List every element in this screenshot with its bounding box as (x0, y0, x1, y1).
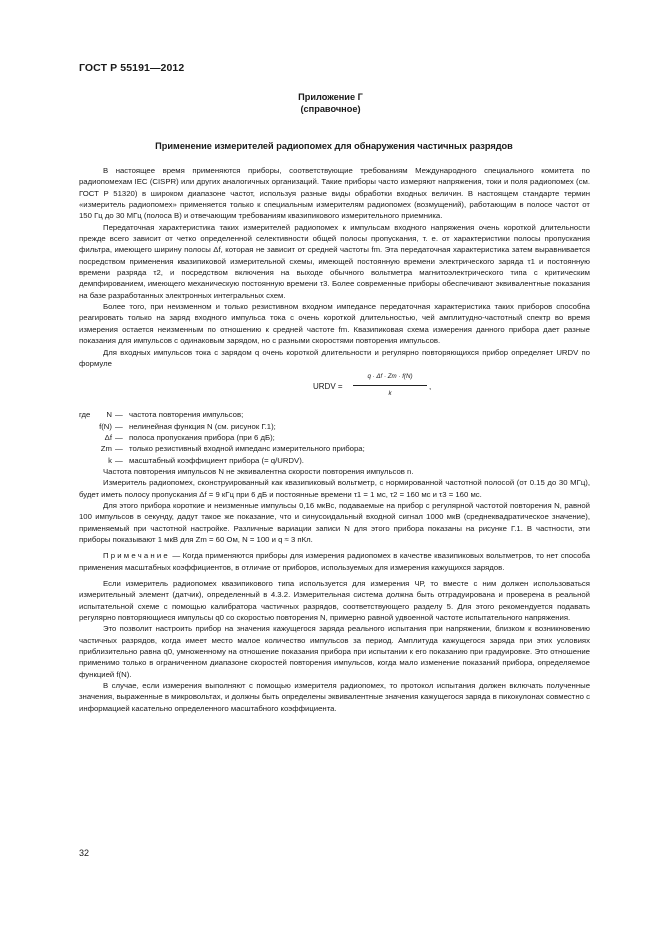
formula-lhs: URDV = (313, 382, 343, 392)
where-label: где (79, 410, 91, 420)
definition-text: масштабный коэффициент прибора (= q/URDV). (129, 455, 304, 465)
definition-dash: — (115, 455, 123, 465)
definition-symbol: Δf (104, 432, 112, 442)
page-number: 32 (79, 848, 90, 858)
definition-dash: — (115, 421, 123, 431)
definition-symbol: Zm (100, 444, 112, 454)
definitions-list (79, 409, 590, 466)
note (79, 550, 590, 573)
paragraph: Это позволит настроить прибор на значения кажущегося заряда реального испытания при напряжении, близком к возникновению частичных разрядов, когда имеет место малое количество импульсов за период. Амплитуда кажущегося заряда при этих условиях приблизительно равна q0, умноженному на отношение показания прибора при испытании к его показанию при градуировке. Это отношение применимо только в ограниченном диапазоне скоростей повторения импульсов, когда мало изменение показаний прибора, определяемое функцией f(N). (79, 624, 590, 679)
definition-dash: — (115, 410, 123, 420)
formula-numerator: q · Δf · Zm · f(N) (353, 371, 427, 385)
paragraph: Для этого прибора короткие и неизменные импульсы 0,16 мкВс, подаваемые на прибор с регулярной частотой повторения N, равной 100 импульсов в секунду, дадут такое же показание, что и синусоидальный входной сигнал 1000 мкВ (среднеквадратическое значение), применяемый при частотной настройке. Различные вариации записи N для этого прибора показаны на рисунке Г.1. В частности, эти приборы показывают 1 мкВ для Zm = 60 Ом, N = 100 и q ≈ 3 пКл. (79, 500, 590, 544)
formula-end: , (429, 382, 432, 392)
definition-text: нелинейная функция N (см. рисунок Г.1); (129, 421, 276, 431)
definition-item (79, 421, 590, 432)
definition-text: полоса пропускания прибора (при 6 дБ); (129, 432, 275, 442)
appendix-kind: (справочное) (300, 104, 361, 114)
paragraph: Передаточная характеристика таких измерителей радиопомех к импульсам входного напряжения очень короткой длительности прежде всего зависит от четко определенной селективности общей полосы пропускания, т. е. от характеристики полосы пропускания фильтра, имеющего ширину полосы Δf, которая не зависит от средней частоты fm. Эта передаточная характеристика затем выравнивается посредством применения квазипиковой измерительной схемы, имеющей постоянную времени электрического заряда τ1 и постоянную времени разряда τ2, и посредством включения на выходе обычного вольтметра магнитоэлектрического типа с критическим демпфированием, имеющего механическую постоянную времени τ3. Более современные приборы обеспечивают эквивалентные показания на базе разработанных электронных интегральных схем. (79, 222, 590, 300)
paragraph: Более того, при неизменном и только резистивном входном импедансе передаточная характеристика таких приборов способна реагировать только на заряд входного импульса тока с очень короткой длительностью, чей амплитудно-частотный спектр во время измерения остается неизменным по отношению к средней частоте fm. Квазипиковая схема измерения данного прибора дает разные показания для импульсов с одинаковым зарядом, но с разными скоростями повторения импульсов. (79, 302, 590, 346)
formula-fraction (353, 371, 427, 399)
appendix-title: Приложение Г (298, 92, 363, 102)
paragraph: В настоящее время применяются приборы, соответствующие требованиям Международного специального комитета по радиопомехам IEC (CISPR) или других аналогичных организаций. Такие приборы часто измеряют напряжения, токи и поля радиопомех (см. ГОСТ Р 51320) в широком диапазоне частот, используя разные виды обработки входных величин. В настоящем стандарте термин «измеритель радиопомех» применяется только к специальным измерителям радиопомех (возмущений), работающим в полосе частот от 150 Гц до 30 МГц (полоса В) и отвечающим требованиям квазипикового измерительного приемника. (79, 166, 590, 221)
paragraph: Если измеритель радиопомех квазипикового типа используется для измерения ЧР, то вместе с ним должен использоваться измерительный элемент (датчик), определенный в 4.3.2. Измерительная система должна быть отградуирована и проверена в реальной испытательной схеме с помощью калибратора частичных разрядов, соответствующего разделу 5. Для этого рекомендуется подавать регулярно повторяющиеся импульсы q0 со скоростью повторения N, примерно равной удвоенной частоте испытательного напряжения. (79, 579, 590, 623)
formula (79, 369, 590, 409)
paragraph: Измеритель радиопомех, сконструированный как квазипиковый вольтметр, с нормированной частотной полосой (от 0.15 до 30 МГц), будет иметь полосу пропускания Δf = 9 кГц при 6 дБ и постоянные времени τ1 = 1 мс, τ2 = 160 мс и τ3 = 160 мс. (79, 478, 590, 499)
standard-header: ГОСТ Р 55191—2012 (79, 62, 185, 74)
definition-item (79, 455, 590, 466)
definition-text: частота повторения импульсов; (129, 410, 244, 420)
note-head: Примечание (103, 551, 170, 561)
appendix-heading (0, 91, 661, 115)
formula-denominator: k (388, 389, 392, 397)
paragraph: В случае, если измерения выполняют с помощью измерителя радиопомех, то протокол испытания должен включать полученные значения, выраженные в микровольтах, и должны быть определены эквивалентные значения кажущегося заряда в пикокулонах совместно с информацией касательно определенного масштабного коэффициента. (79, 681, 590, 713)
definition-text: только резистивный входной импеданс измерительного прибора; (129, 444, 365, 454)
definition-dash: — (115, 432, 123, 442)
note-text: — Когда применяются приборы для измерения радиопомех в качестве квазипиковых вольтметров, то нет способа применения масштабных коэффициентов, в отличие от приборов, используемых для измерения кажущихся зарядов. (79, 551, 591, 572)
definition-symbol: f(N) (99, 421, 112, 431)
definition-symbol: N (106, 410, 112, 420)
paragraph: Частота повторения импульсов N не эквивалентна скорости повторения импульсов n. (103, 466, 414, 476)
definition-symbol: k (108, 455, 112, 465)
definition-item (79, 409, 590, 420)
section-title: Применение измерителей радиопомех для обнаружения частичных разрядов (155, 141, 513, 151)
paragraph: Для входных импульсов тока с зарядом q очень короткой длительности и регулярно повторяющихся прибор определяет URDV по формуле (79, 347, 590, 368)
document-body (79, 165, 590, 714)
definition-item (79, 432, 590, 443)
definition-item (79, 443, 590, 454)
definition-dash: — (115, 444, 123, 454)
